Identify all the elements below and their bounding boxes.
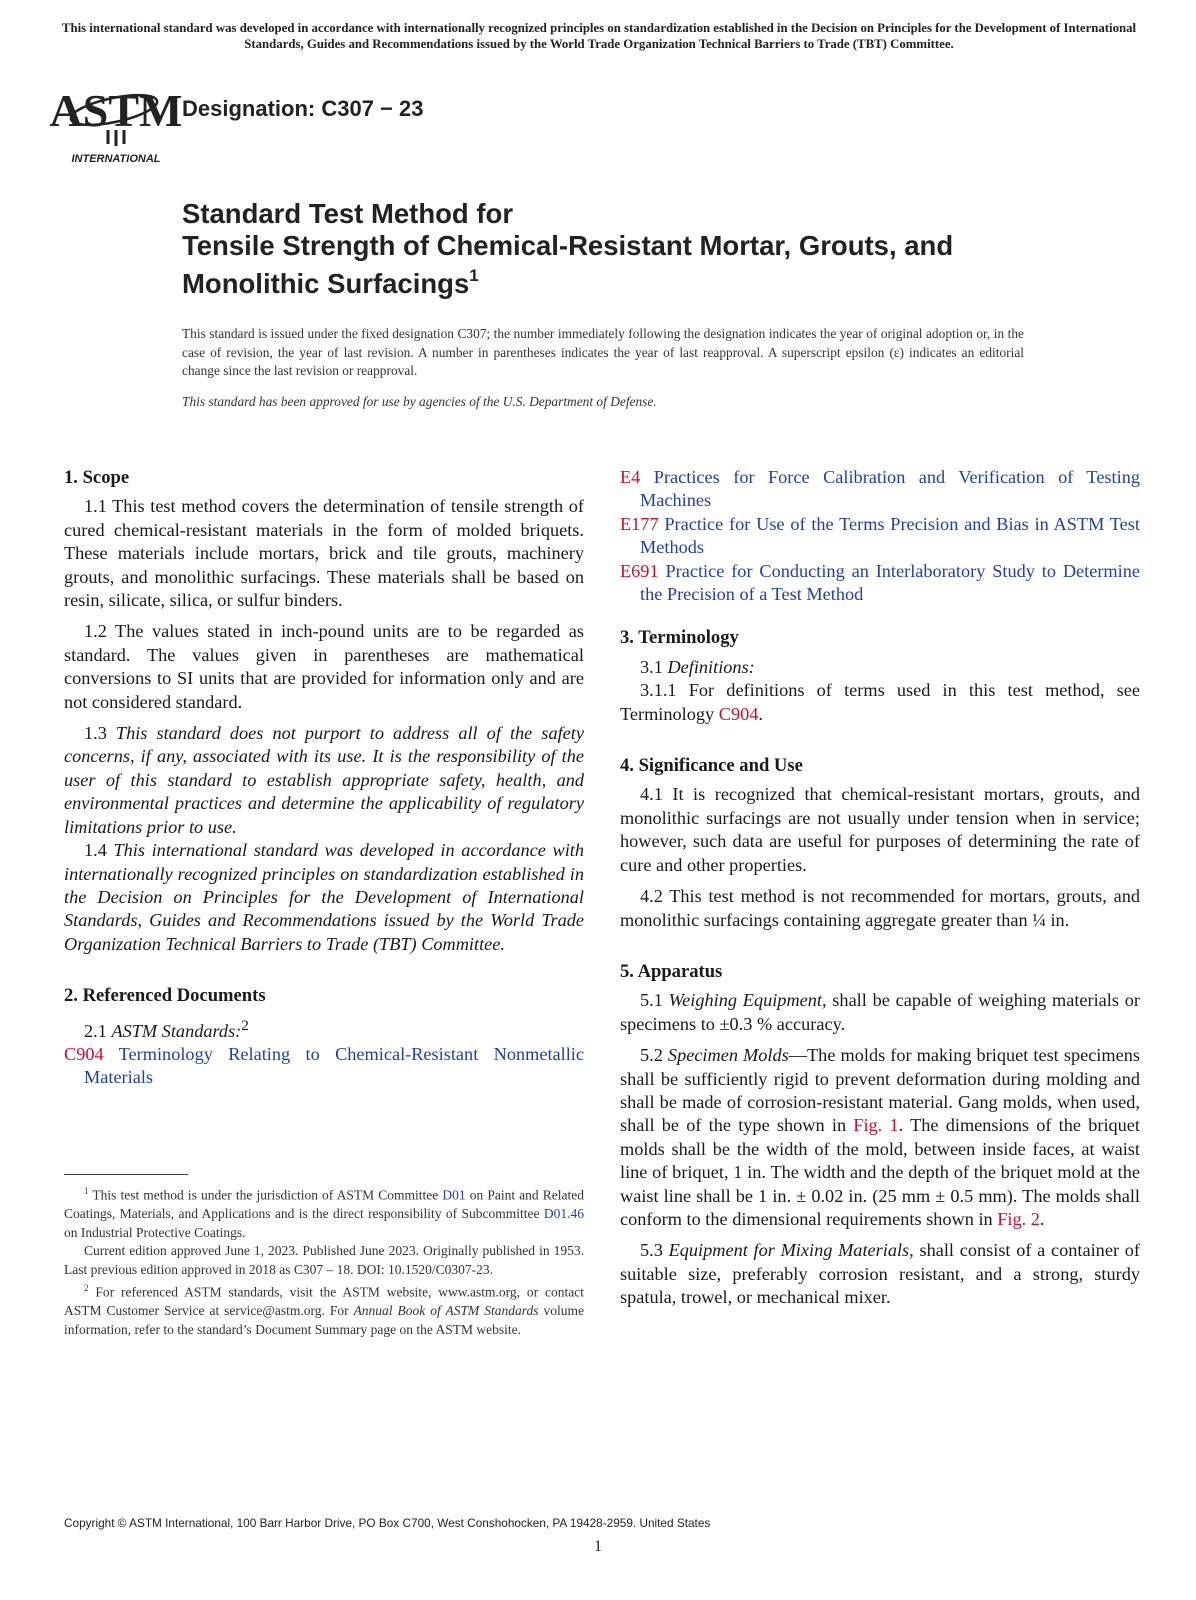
para-3-1-1 [620, 679, 1140, 726]
para-3-1-number: 3.1 [640, 656, 663, 677]
footnote-2-text-b: volume information, refer to the standard’s Document Summary page on the ASTM website. [64, 1303, 584, 1337]
footnote-2-italic: Annual Book of ASTM Standards [353, 1303, 539, 1318]
logo-subtext: INTERNATIONAL [71, 153, 161, 165]
top-notice: This international standard was developed in accordance with internationally recognized principles on standardization established in the Decision on Principles for the Development of International Standards, Guides and Recommendations issued by the World Trade Organization Technical Barriers to Trade (TBT) Committee. [61, 21, 1137, 51]
designation: Designation: C307 − 23 [182, 96, 424, 121]
para-1-4 [64, 839, 584, 956]
para-2-1-number: 2.1 [84, 1020, 107, 1041]
ref-e4-title[interactable]: Practices for Force Calibration and Verification of Testing Machines [640, 467, 1140, 511]
title-line-3 [182, 262, 1082, 300]
committee-d01-link[interactable]: D01 [442, 1187, 466, 1203]
para-1-4-number: 1.4 [84, 840, 107, 861]
title-line-3-text: Monolithic Surfacings [182, 268, 470, 300]
ref-c904-title[interactable]: Terminology Relating to Chemical-Resistant Nonmetallic Materials [84, 1044, 584, 1088]
para-5-3 [620, 1239, 1140, 1309]
para-2-1 [64, 1014, 584, 1044]
footnote-1-text-b: on Paint and Related Coatings, Materials, and Applications and is the direct responsibility of Subcommittee [64, 1187, 584, 1221]
ref-e4[interactable] [620, 466, 1140, 513]
para-5-3-number: 5.3 [640, 1240, 663, 1261]
astm-logo [49, 70, 183, 166]
para-5-1-label: Weighing Equipment, [668, 990, 827, 1011]
page-number: 1 [594, 1538, 602, 1555]
title-line-2: Tensile Strength of Chemical-Resistant Mortar, Grouts, and [182, 230, 954, 261]
ref-e177-title[interactable]: Practice for Use of the Terms Precision and Bias in ASTM Test Methods [640, 513, 1140, 558]
document-title [182, 198, 1082, 300]
ref-e177[interactable] [620, 513, 1140, 560]
title-line-1: Standard Test Method for [182, 198, 514, 229]
para-5-2 [620, 1044, 1140, 1231]
left-column [64, 466, 584, 1090]
ref-e4-code[interactable]: E4 [620, 467, 641, 487]
subcommittee-d01-46-link[interactable]: D01.46 [543, 1206, 584, 1221]
title-footnote-mark[interactable]: 1 [469, 266, 479, 285]
para-5-2-text-c: . [1039, 1208, 1045, 1229]
dod-note: This standard has been approved for use by agencies of the U.S. Department of Defense. [182, 394, 657, 409]
para-5-2-text-b: . The dimensions of the briquet molds shall be the width of the mold, between inside faces, at waist line of briquet, 1 in. The width and the depth of the briquet mold at the waist line shall be 1 in. ± 0.02 in. (25 mm ± 0.5 mm). The molds shall conform to the dimensional requirements shown in [620, 1115, 1140, 1229]
section-1-heading: 1. Scope [64, 467, 130, 488]
footnotes [64, 1182, 584, 1339]
section-5-heading: 5. Apparatus [620, 960, 723, 982]
para-1-4-text: This international standard was developed in accordance with internationally recognized principles on standardization established in the Decision on Principles for the Development of International Standards, Guides and Recommendations issued by the World Trade Organization Technical Barriers to Trade (TBT) Committee. [64, 840, 584, 954]
terminology-c904-link[interactable]: C904 [718, 703, 759, 724]
para-2-1-footnote-mark[interactable]: 2 [241, 1016, 249, 1034]
para-4-1: 4.1 It is recognized that chemical-resistant mortars, grouts, and monolithic surfacings are not usually under tension when in service; however, such data are useful for purposes of determining the rate of cure and other properties. [620, 784, 1140, 875]
para-1-3-text: This standard does not purport to address all of the safety concerns, if any, associated with its use. It is the responsibility of the user of this standard to establish appropriate safety, health, and environmental practices and determine the applicability of regulatory limitations prior to use. [64, 723, 584, 837]
para-1-2: 1.2 The values stated in inch-pound units are to be regarded as standard. The values given in parentheses are mathematical conversions to SI units that are provided for information only and are not considered standard. [64, 621, 584, 712]
ref-e691-title[interactable]: Practice for Conducting an Interlaboratory Study to Determine the Precision of a Test Method [640, 560, 1140, 605]
section-3-heading: 3. Terminology [620, 627, 739, 649]
copyright: Copyright © ASTM International, 100 Barr Harbor Drive, PO Box C700, West Conshohocken, PA 19428-2959. United States [64, 1516, 711, 1530]
fig-1-link[interactable]: Fig. 1 [853, 1115, 899, 1136]
ref-e691[interactable] [620, 560, 1140, 607]
para-5-2-label: Specimen Molds [667, 1045, 789, 1066]
footnote-2-mark: 2 [84, 1283, 89, 1293]
footnote-1-text-c: on Industrial Protective Coatings. [64, 1224, 246, 1240]
para-3-1-1-text: 3.1.1 For definitions of terms used in this test method, see Terminology [620, 680, 1140, 724]
footnote-2 [64, 1279, 584, 1339]
para-1-3 [64, 722, 584, 839]
footnote-divider [64, 1174, 188, 1175]
para-3-1-1-end: . [758, 703, 763, 724]
ref-c904[interactable] [64, 1043, 584, 1090]
footnote-1-edition: Current edition approved June 1, 2023. Published June 2023. Originally published in 1953. Last previous edition approved in 2018 as C307 – 18. DOI: 10.1520/C0307-23. [64, 1243, 584, 1277]
para-5-3-text: shall consist of a container of suitable size, preferably corrosion resistant, and a strong, sturdy spatula, trowel, or mechanical mixer. [620, 1240, 1140, 1308]
ref-c904-code[interactable]: C904 [64, 1044, 104, 1065]
para-5-1-text: shall be capable of weighing materials or specimens to ±0.3 % accuracy. [620, 990, 1140, 1034]
fig-2-link[interactable]: Fig. 2 [997, 1208, 1040, 1229]
footnote-1-text-a: This test method is under the jurisdiction of ASTM Committee [88, 1187, 443, 1203]
standard-note: This standard is issued under the fixed designation C307; the number immediately following the designation indicates the year of original adoption or, in the case of revision, the year of last revision. A number in parentheses indicates the year of last reapproval. A superscript epsilon (ε) indicates an editorial change since the last revision or reapproval. [182, 326, 1024, 378]
section-2-heading: 2. Referenced Documents [64, 985, 266, 1007]
logo-text: ASTM [49, 85, 183, 136]
para-2-1-label: ASTM Standards: [111, 1020, 242, 1041]
para-5-2-number: 5.2 [640, 1045, 663, 1066]
footnote-2-text-a: For referenced ASTM standards, visit the ASTM website, www.astm.org, or contact ASTM Customer Service at service@astm.org. For [64, 1284, 584, 1318]
para-1-1: 1.1 This test method covers the determination of tensile strength of cured chemical-resistant materials in the form of molded briquets. These materials include mortars, brick and tile grouts, machinery grouts, and monolithic surfacings. These materials shall be based on resin, silicate, silica, or sulfur binders. [64, 496, 584, 611]
para-5-1-number: 5.1 [640, 990, 663, 1011]
right-column [620, 466, 1140, 1318]
ref-e691-code[interactable]: E691 [620, 560, 659, 581]
para-4-2: 4.2 This test method is not recommended for mortars, grouts, and monolithic surfacings containing aggregate greater than ¼ in. [620, 886, 1140, 930]
section-4-heading: 4. Significance and Use [620, 755, 803, 777]
para-5-1 [620, 989, 1140, 1036]
para-3-1 [620, 656, 1140, 679]
footnote-1 [64, 1182, 584, 1242]
para-3-1-label: Definitions: [667, 656, 755, 677]
para-5-3-label: Equipment for Mixing Materials, [668, 1240, 914, 1261]
para-5-2-text-a: —The molds for making briquet test specimens shall be sufficiently rigid to prevent deformation during molding and shall be made of corrosion-resistant material. Gang molds, when used, shall be of the type shown in [620, 1045, 1140, 1136]
ref-e177-code[interactable]: E177 [620, 513, 659, 534]
footnote-1-mark: 1 [84, 1186, 89, 1196]
para-1-3-number: 1.3 [84, 723, 107, 744]
